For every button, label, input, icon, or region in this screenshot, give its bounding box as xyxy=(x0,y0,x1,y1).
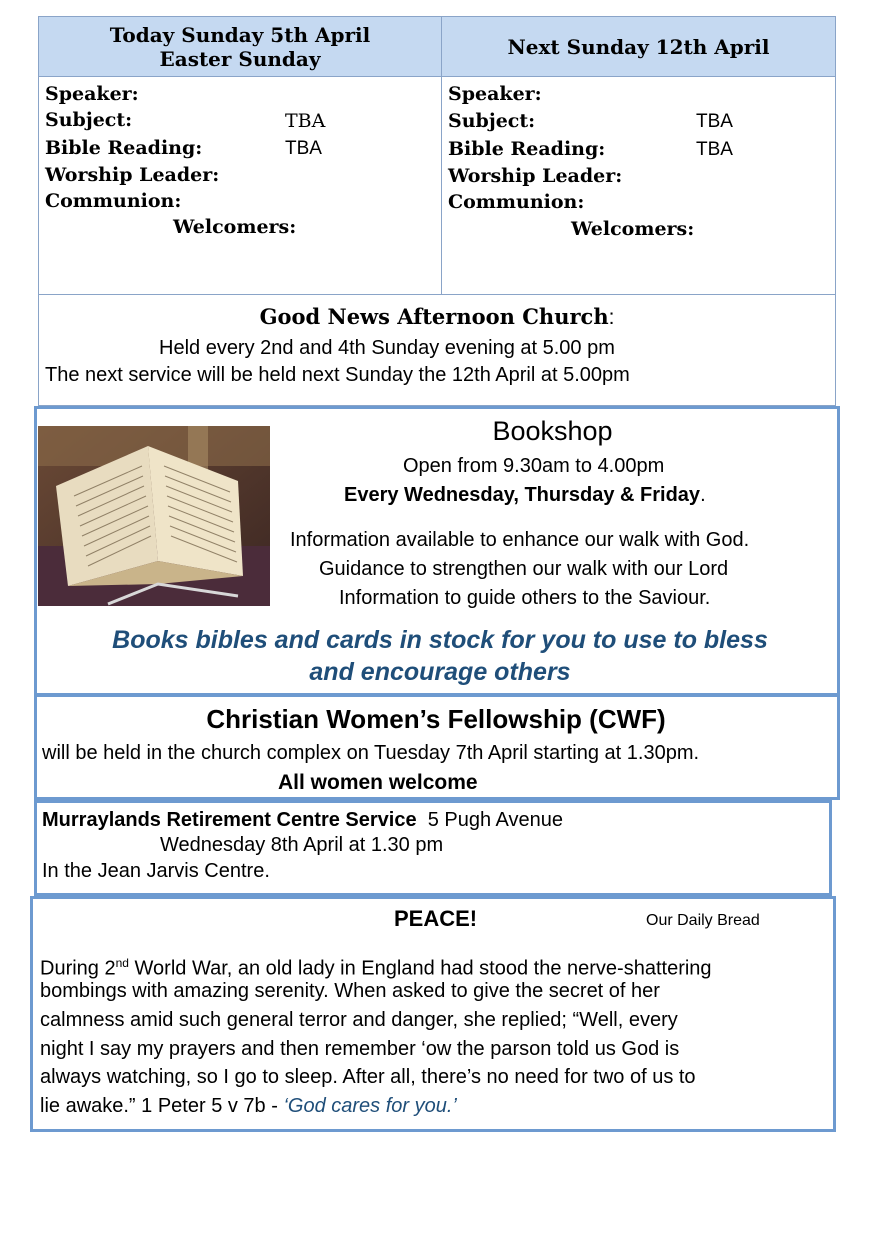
next-worship-leader-label: Worship Leader: xyxy=(448,165,623,187)
good-news-line1: Held every 2nd and 4th Sunday evening at 5.00 pm xyxy=(159,337,615,359)
bookshop-days-period: . xyxy=(700,484,706,506)
murraylands-heading xyxy=(42,809,563,832)
good-news-title-colon: : xyxy=(608,306,615,329)
next-subject-label: Subject: xyxy=(448,110,536,132)
bookshop-info2: Guidance to strengthen our walk with our Lord xyxy=(319,558,729,580)
bookshop-promo-line1: Books bibles and cards in stock for you to use to bless xyxy=(112,626,768,654)
peace-line1-a: During 2 xyxy=(40,957,116,980)
next-subject-value: TBA xyxy=(696,111,733,132)
next-bible-reading-value: TBA xyxy=(696,139,733,160)
next-bible-reading-label: Bible Reading: xyxy=(448,138,606,160)
next-details xyxy=(442,77,835,294)
bookshop-days-text: Every Wednesday, Thursday & Friday xyxy=(344,484,701,506)
today-worship-leader-label: Worship Leader: xyxy=(45,164,220,186)
murraylands-title: Murraylands Retirement Centre Service xyxy=(42,809,417,831)
bookshop-hours: Open from 9.30am to 4.00pm xyxy=(403,455,665,477)
today-heading xyxy=(39,17,442,77)
open-bible-image xyxy=(38,426,270,606)
peace-title: PEACE! xyxy=(394,906,478,931)
murraylands-where: In the Jean Jarvis Centre. xyxy=(42,860,270,882)
today-bible-reading-value: TBA xyxy=(285,138,322,159)
peace-quote: ‘God cares for you.’ xyxy=(283,1095,457,1117)
today-details xyxy=(39,77,442,294)
good-news-line2: The next service will be held next Sunday the 12th April at 5.00pm xyxy=(45,364,630,386)
bookshop-days xyxy=(344,484,706,507)
peace-line4: night I say my prayers and then remember ‘ow the parson told us God is xyxy=(40,1038,680,1060)
murraylands-address: 5 Pugh Avenue xyxy=(427,809,564,831)
today-heading-line1: Today Sunday 5th April xyxy=(109,22,371,47)
cwf-line2: All women welcome xyxy=(278,771,478,794)
today-communion-label: Communion: xyxy=(45,190,182,212)
table-divider xyxy=(39,294,835,295)
today-subject-label: Subject: xyxy=(45,109,133,131)
peace-line6-a: lie awake.” 1 Peter 5 v 7b - xyxy=(40,1095,284,1117)
next-heading xyxy=(442,17,835,77)
peace-line3: calmness amid such general terror and danger, she replied; “Well, every xyxy=(40,1009,678,1031)
murraylands-when: Wednesday 8th April at 1.30 pm xyxy=(160,834,444,856)
peace-line1-b: World War, an old lady in England had stood the nerve-shattering xyxy=(128,957,712,980)
today-bible-reading-label: Bible Reading: xyxy=(45,137,203,159)
peace-line2: bombings with amazing serenity. When asked to give the secret of her xyxy=(40,980,660,1002)
next-heading-text: Next Sunday 12th April xyxy=(507,34,770,59)
good-news-title xyxy=(39,304,835,330)
today-subject-value: TBA xyxy=(285,110,326,132)
today-speaker-label: Speaker: xyxy=(45,83,139,105)
bookshop-promo-line2: and encourage others xyxy=(309,658,571,686)
peace-line1-sup: nd xyxy=(115,956,129,970)
bookshop-title: Bookshop xyxy=(492,416,613,446)
good-news-title-text: Good News Afternoon Church xyxy=(259,304,609,329)
bookshop-info1: Information available to enhance our walk with God. xyxy=(290,529,750,551)
today-heading-line2: Easter Sunday xyxy=(159,46,321,71)
next-speaker-label: Speaker: xyxy=(448,83,542,105)
today-welcomers-label: Welcomers: xyxy=(173,216,297,238)
cwf-line1: will be held in the church complex on Tuesday 7th April starting at 1.30pm. xyxy=(42,742,700,764)
peace-line5: always watching, so I go to sleep. After all, there’s no need for two of us to xyxy=(40,1066,696,1088)
next-communion-label: Communion: xyxy=(448,191,585,213)
peace-line6 xyxy=(40,1092,457,1120)
peace-source: Our Daily Bread xyxy=(646,912,760,929)
bookshop-info3: Information to guide others to the Saviour. xyxy=(339,587,711,609)
cwf-title: Christian Women’s Fellowship (CWF) xyxy=(206,704,666,734)
next-welcomers-label: Welcomers: xyxy=(571,218,695,240)
service-table xyxy=(38,16,836,406)
